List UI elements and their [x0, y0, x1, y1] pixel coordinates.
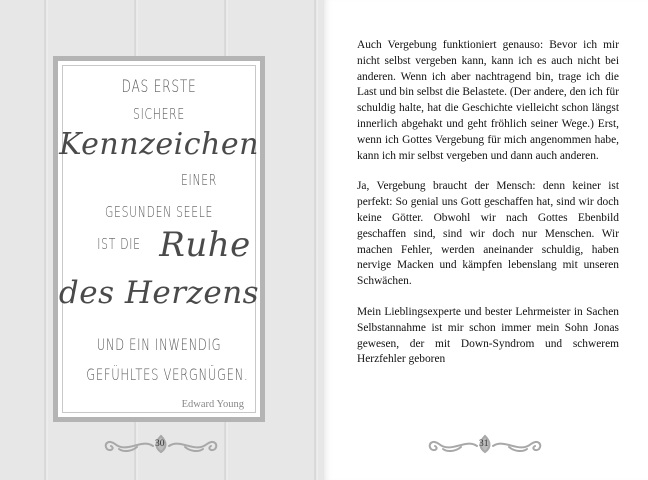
quote-author: Edward Young	[181, 399, 244, 410]
quote-line-script: Ruhe	[159, 225, 251, 265]
quote-line-script: des Herzens	[58, 275, 260, 311]
paragraph: Auch Vergebung funktioniert genauso: Bevor ich mir nicht selbst vergeben kann, kann ich es auch nicht bei anderen. Wenn ich aber nachtragend bin, trage ich die Last und bin selbst die Belastete. (Der andere, den ich für schuldig halte, hat die Geschichte vielleicht schon längst innerlich abgehakt und geht fröhlich seiner Wege.) Erst, wenn ich Gottes Vergebung für mich angenommen habe, kann ich mir selbst vergeben und dann auch anderen.	[357, 39, 619, 162]
quote-line: EINER	[180, 171, 218, 189]
page-number: 30	[155, 439, 165, 449]
paragraph: Mein Lieblingsexperte und bester Lehrmeister in Sachen Selbstannahme ist mir schon immer mein Sohn Jonas gewesen, der mit Down-Syndrom und schwerem Herzfehler geboren	[357, 305, 619, 366]
quote-line: GESUNDEN SEELE	[104, 203, 214, 221]
page-number: 31	[479, 439, 489, 449]
quote-card	[53, 56, 265, 422]
body-text	[357, 38, 619, 383]
quote-line: SICHERE	[133, 105, 185, 123]
quote-line: DAS ERSTE	[121, 77, 197, 97]
quote-line: IST DIE	[97, 235, 141, 253]
paragraph: Ja, Vergebung braucht der Mensch: denn keiner ist perfekt: So genial uns Gott geschaffen hat, sind wir doch keine Götter. Obwohl wir nach Gottes Ebenbild geschaffen sind, sind wir doch nur Menschen. Wir machen Fehler, werden aneinander schuldig, haben nervige Macken und kämpfen lebenslang mit unseren Schwächen.	[357, 180, 619, 288]
quote-line: GEFÜHLTES VERGNÜGEN.	[86, 365, 249, 384]
quote-line-script: Kennzeichen	[59, 127, 259, 162]
quote-line: UND EIN INWENDIG	[96, 335, 222, 354]
